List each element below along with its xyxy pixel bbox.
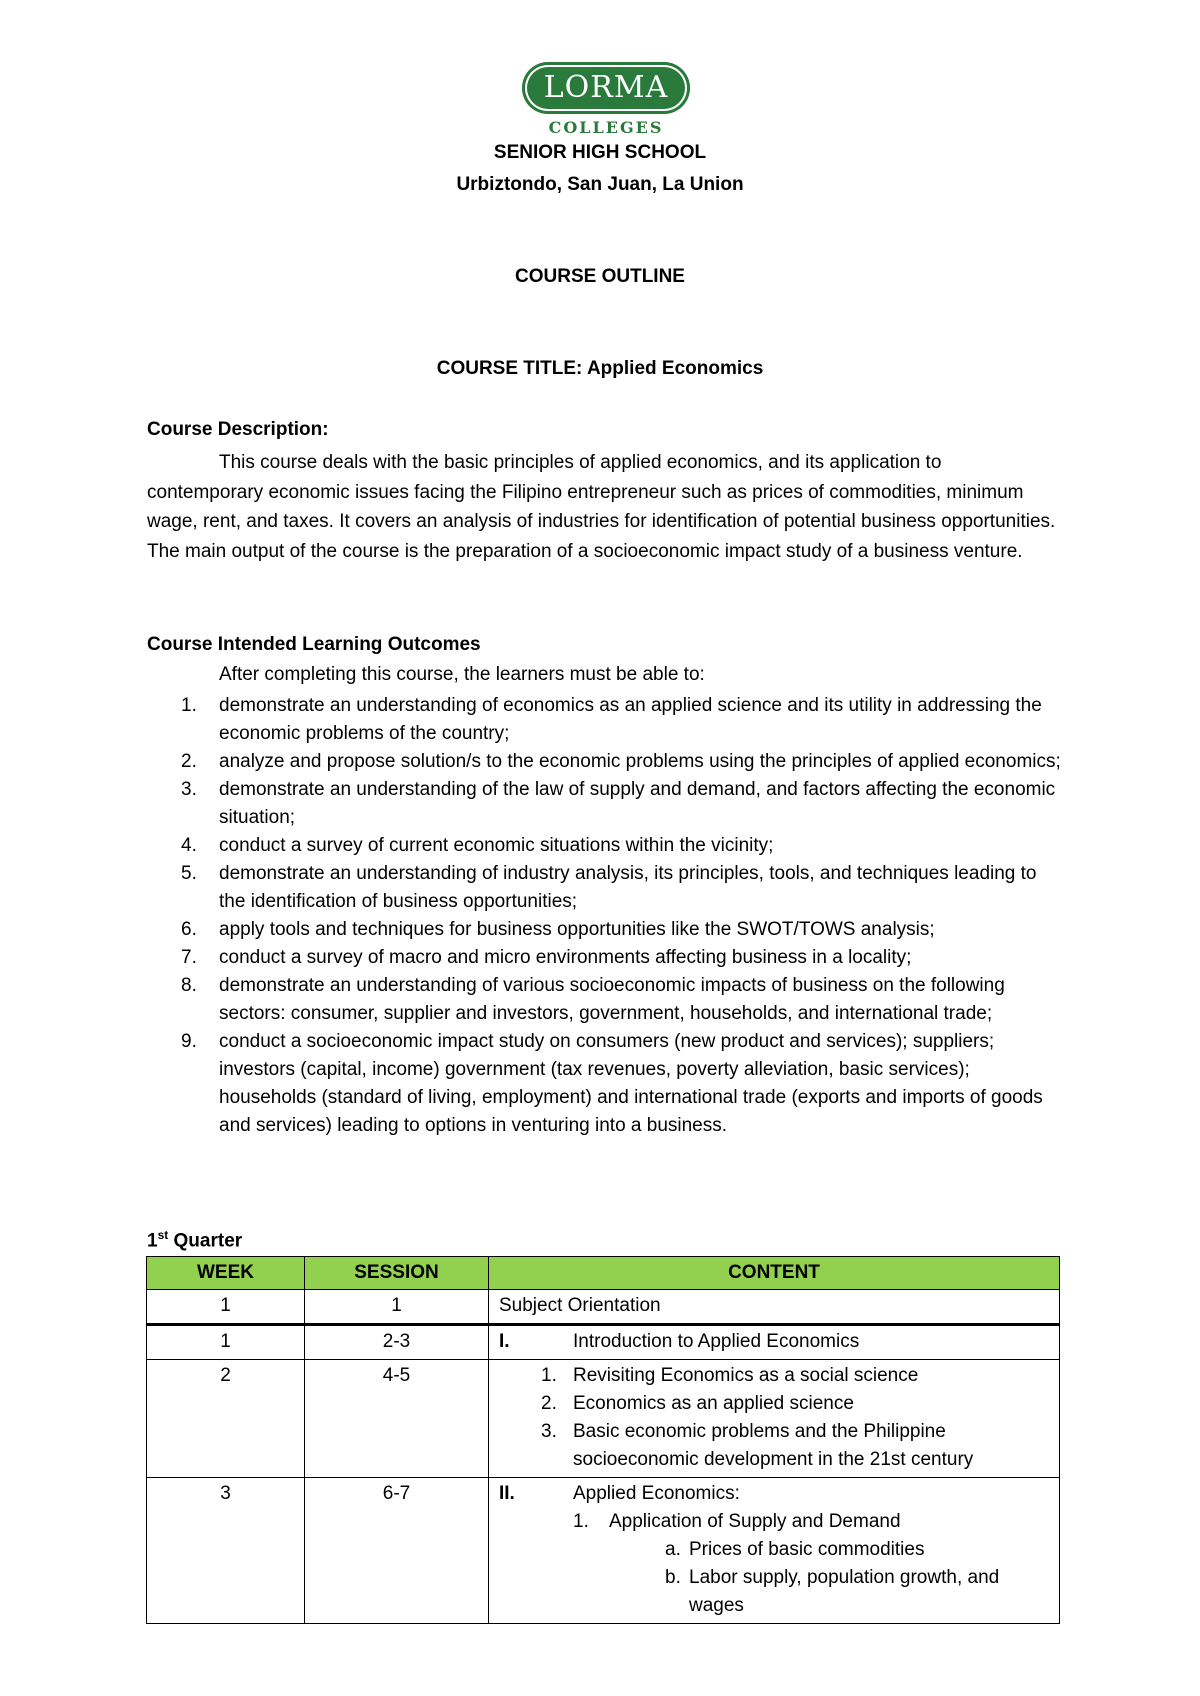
content-line [489,1362,1059,1390]
school-name: SENIOR HIGH SCHOOL [493,142,707,163]
content-marker: II. [499,1483,515,1504]
learning-outcomes-intro: After completing this course, the learners must be able to: [219,664,705,685]
course-title: COURSE TITLE: Applied Economics [436,358,764,379]
session-cell: 1 [305,1290,489,1325]
document-title: COURSE OUTLINE [515,266,685,287]
content-marker: 2. [541,1393,557,1414]
content-cell [489,1360,1060,1478]
outcome-text: demonstrate an understanding of various socioeconomic impacts of business on the following sectors: consumer, supplier and investors, government, households, and international trade; [219,975,1005,1024]
quarter-heading [147,1228,242,1252]
outcome-item [147,972,1067,1028]
quarter-suffix: st [157,1228,169,1242]
content-text: wages [689,1595,744,1616]
outcome-number: 4. [181,835,197,856]
content-text: Prices of basic commodities [689,1539,925,1560]
content-text: Labor supply, population growth, and [689,1567,1000,1588]
content-line [489,1564,1059,1592]
outcome-number: 7. [181,947,197,968]
outcome-item [147,1028,1067,1140]
content-line [489,1418,1059,1446]
outcome-number: 9. [181,1031,197,1052]
lorma-colleges-logo [522,62,690,136]
column-header-session: SESSION [305,1257,489,1290]
content-marker: 3. [541,1421,557,1442]
content-text: Applied Economics: [573,1483,740,1504]
session-cell: 4-5 [305,1360,489,1478]
content-text: socioeconomic development in the 21st century [573,1449,974,1470]
content-marker: a. [665,1539,681,1560]
learning-outcomes-list [147,692,1067,1140]
outcome-text: demonstrate an understanding of economics as an applied science and its utility in addressing the economic problems of the country; [219,695,1042,744]
table-header-row [147,1257,1060,1290]
table-row [147,1290,1060,1325]
outcome-number: 5. [181,863,197,884]
week-cell: 2 [147,1360,305,1478]
content-line [489,1446,1059,1474]
outcome-text: conduct a survey of current economic situations within the vicinity; [219,835,774,856]
week-cell: 1 [147,1290,305,1325]
outcome-text: demonstrate an understanding of the law of supply and demand, and factors affecting the economic situation; [219,779,1056,828]
content-line [489,1592,1059,1620]
content-marker: 1. [541,1365,557,1386]
content-text: Application of Supply and Demand [609,1511,901,1532]
course-description-text: This course deals with the basic principles of applied economics, and its application to contemporary economic issues facing the Filipino entrepreneur such as prices of commodities, minimum wage, rent, and taxes. It covers an analysis of industries for identification of potential business opportunities. The main output of the course is the preparation of a socioeconomic impact study of a business venture. [147,452,1056,562]
content-text: Revisiting Economics as a social science [573,1365,919,1386]
column-header-content: CONTENT [489,1257,1060,1290]
week-cell: 1 [147,1325,305,1360]
content-text: Basic economic problems and the Philippine [573,1421,946,1442]
school-address: Urbiztondo, San Juan, La Union [456,174,744,195]
course-description-heading: Course Description: [147,419,329,440]
content-cell [489,1325,1060,1360]
content-line [489,1292,1059,1320]
content-marker: I. [499,1331,510,1352]
outcome-number: 8. [181,975,197,996]
quarter-number: 1 [147,1230,158,1252]
content-marker: b. [665,1567,681,1588]
schedule-table [146,1256,1060,1624]
content-text: Introduction to Applied Economics [573,1331,860,1352]
schedule-table-body [147,1290,1060,1624]
outcome-item [147,860,1067,916]
outcome-item [147,916,1067,944]
content-text: Economics as an applied science [573,1393,854,1414]
content-cell [489,1290,1060,1325]
column-header-week: WEEK [147,1257,305,1290]
week-cell: 3 [147,1478,305,1624]
table-row [147,1325,1060,1360]
content-line [489,1390,1059,1418]
content-line [489,1328,1059,1356]
outcome-item [147,692,1067,748]
quarter-label: Quarter [173,1230,243,1252]
content-text: Subject Orientation [499,1295,661,1316]
outcome-text: demonstrate an understanding of industry analysis, its principles, tools, and techniques leading to the identification of business opportunities; [219,863,1037,912]
content-cell [489,1478,1060,1624]
outcome-text: conduct a survey of macro and micro environments affecting business in a locality; [219,947,912,968]
session-cell: 6-7 [305,1478,489,1624]
outcome-item [147,776,1067,832]
outcome-number: 1. [181,695,197,716]
outcome-item [147,832,1067,860]
content-line [489,1536,1059,1564]
content-marker: 1. [573,1511,589,1532]
outcome-number: 6. [181,919,197,940]
content-line [489,1480,1059,1508]
outcome-item [147,944,1067,972]
outcome-text: apply tools and techniques for business opportunities like the SWOT/TOWS analysis; [219,919,935,940]
logo-wordmark: LORMA [522,62,690,114]
table-row [147,1360,1060,1478]
outcome-number: 2. [181,751,197,772]
outcome-number: 3. [181,779,197,800]
table-row [147,1478,1060,1624]
outcome-text: analyze and propose solution/s to the economic problems using the principles of applied economics; [219,751,1061,772]
outcome-item [147,748,1067,776]
session-cell: 2-3 [305,1325,489,1360]
logo-subtitle: COLLEGES [548,118,664,137]
content-line [489,1508,1059,1536]
outcome-text: conduct a socioeconomic impact study on consumers (new product and services); suppliers; investors (capital, income) government (tax revenues, poverty alleviation, basic services); households (standard of living, employment) and international trade (exports and imports of goods and services) leading to options in venturing into a business. [219,1031,1043,1136]
learning-outcomes-heading: Course Intended Learning Outcomes [147,634,481,655]
